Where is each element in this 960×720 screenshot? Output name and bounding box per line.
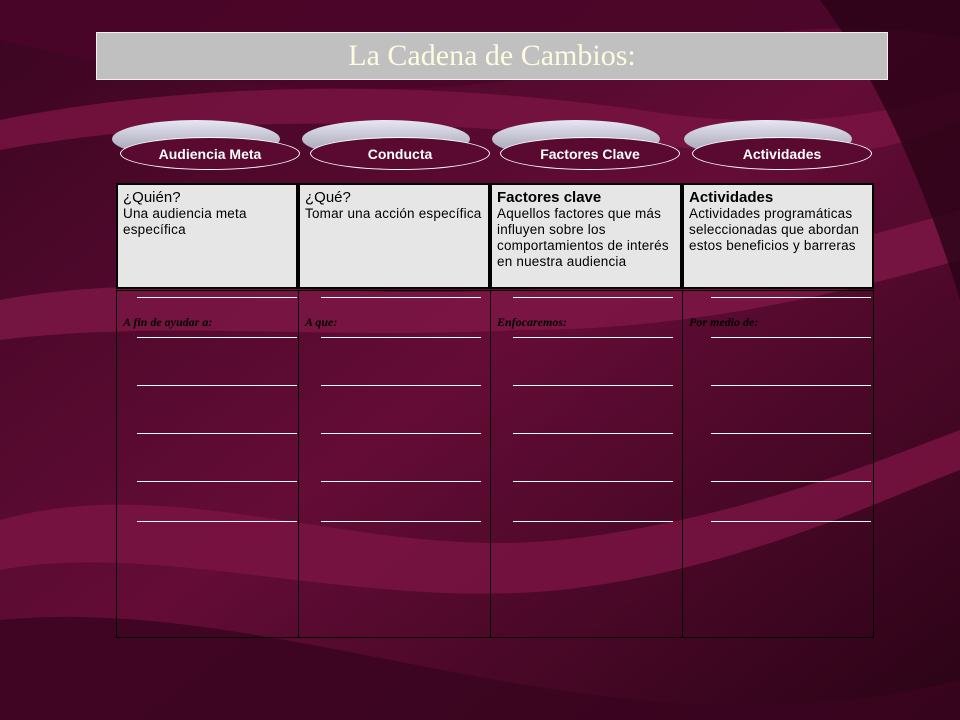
blank-line xyxy=(711,521,871,522)
step-audiencia-meta xyxy=(112,120,302,172)
blank-line xyxy=(321,433,481,434)
column-prompt: Enfocaremos: xyxy=(497,315,567,329)
cell-description: Actividades programáticas seleccionadas que abordan estos beneficios y barreras xyxy=(689,206,860,253)
blank-line xyxy=(513,337,673,338)
column-prompt: A fin de ayudar a: xyxy=(123,315,213,329)
step-label: Factores Clave xyxy=(540,145,640,162)
blank-line xyxy=(513,297,673,298)
blank-line xyxy=(137,433,297,434)
cell-heading: Actividades xyxy=(689,189,774,206)
blank-line xyxy=(137,297,297,298)
blank-line xyxy=(513,385,673,386)
cell-description: Aquellos factores que más influyen sobre los comportamientos de interés en nuestra audiencia xyxy=(497,206,669,269)
blank-line xyxy=(711,297,871,298)
blank-line xyxy=(137,337,297,338)
blank-line xyxy=(137,385,297,386)
cell-heading: Factores clave xyxy=(497,189,602,206)
step-label: Audiencia Meta xyxy=(158,145,262,162)
step-label: Conducta xyxy=(367,145,433,162)
header-cell-actividades xyxy=(682,183,874,289)
step-conducta xyxy=(302,120,492,172)
step-label: Actividades xyxy=(742,145,822,162)
blank-line xyxy=(711,433,871,434)
worksheet-column-actividades xyxy=(683,291,875,637)
cell-heading: ¿Qué? xyxy=(305,189,351,206)
blank-line xyxy=(137,521,297,522)
header-cell-quien xyxy=(116,183,298,289)
blank-line xyxy=(711,481,871,482)
step-pill xyxy=(500,137,680,170)
blank-line xyxy=(137,481,297,482)
step-pill xyxy=(310,137,490,170)
header-row xyxy=(116,183,874,289)
blank-line xyxy=(321,385,481,386)
column-prompt: Por medio de: xyxy=(689,315,759,329)
step-pill xyxy=(120,137,300,170)
blank-line xyxy=(513,433,673,434)
step-actividades xyxy=(684,120,874,172)
worksheet-area xyxy=(116,290,874,638)
title-bar xyxy=(96,32,888,80)
blank-line xyxy=(321,481,481,482)
blank-line xyxy=(321,521,481,522)
step-factores-clave xyxy=(492,120,682,172)
step-pill xyxy=(692,137,872,170)
worksheet-column-quien xyxy=(117,291,299,637)
blank-line xyxy=(711,337,871,338)
worksheet-column-factores xyxy=(491,291,683,637)
column-prompt: A que: xyxy=(305,315,338,329)
blank-line xyxy=(321,297,481,298)
worksheet-column-que xyxy=(299,291,491,637)
blank-line xyxy=(513,481,673,482)
cell-description: Tomar una acción específica xyxy=(305,206,482,221)
cell-description: Una audiencia meta específica xyxy=(123,206,247,237)
blank-line xyxy=(321,337,481,338)
cell-heading: ¿Quién? xyxy=(123,189,181,206)
page-title: La Cadena de Cambios: xyxy=(348,39,636,72)
blank-line xyxy=(711,385,871,386)
header-cell-que xyxy=(298,183,490,289)
header-cell-factores xyxy=(490,183,682,289)
blank-line xyxy=(513,521,673,522)
